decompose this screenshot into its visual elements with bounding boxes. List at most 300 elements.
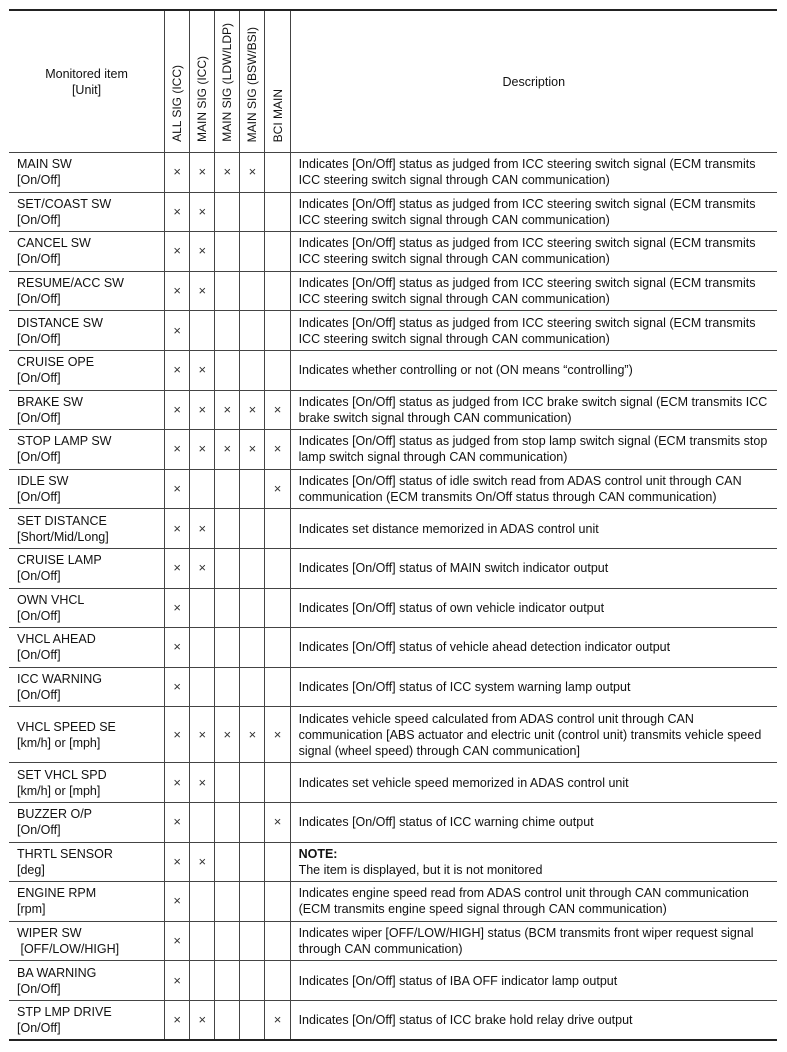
monitored-item-cell	[9, 232, 165, 272]
signal-mark-cell	[240, 588, 265, 628]
header-signal-all-sig-icc: ALL SIG (ICC)	[165, 10, 190, 153]
signal-mark-cell	[190, 802, 215, 842]
description-text: Indicates engine speed read from ADAS control unit through CAN communication (ECM transmits engine speed signal through CAN communication)	[298, 886, 749, 917]
table-row	[9, 921, 777, 961]
item-name: VHCL SPEED SE	[17, 719, 116, 734]
signal-mark-cell	[215, 350, 240, 390]
table-row	[9, 628, 777, 668]
applicable-mark: ×	[173, 726, 181, 742]
signal-mark-cell	[165, 350, 190, 390]
signal-mark-cell	[165, 469, 190, 509]
monitor-table-container	[9, 9, 777, 1041]
signal-mark-cell	[215, 763, 240, 803]
signal-mark-cell	[215, 271, 240, 311]
table-body	[9, 153, 777, 1040]
description-text: Indicates [On/Off] status as judged from ICC steering switch signal (ECM transmits ICC steering switch signal through CAN communication)	[298, 236, 756, 267]
signal-mark-cell	[165, 961, 190, 1001]
signal-mark-cell	[215, 628, 240, 668]
monitored-item-cell	[9, 271, 165, 311]
applicable-mark: ×	[198, 203, 207, 219]
item-unit: [On/Off]	[17, 1020, 61, 1035]
signal-mark-cell	[240, 628, 265, 668]
description-cell	[290, 548, 777, 588]
signal-mark-cell	[190, 667, 215, 707]
signal-mark-cell	[165, 509, 190, 549]
description-text: Indicates wiper [OFF/LOW/HIGH] status (BCM transmits front wiper request signal through CAN communication)	[298, 925, 754, 956]
signal-mark-cell	[165, 667, 190, 707]
description-text: The item is displayed, but it is not monitored	[298, 862, 543, 877]
header-item-line1: Monitored item	[45, 66, 128, 81]
item-name: RESUME/ACC SW	[17, 276, 124, 291]
table-row	[9, 430, 777, 470]
header-monitored-item	[9, 10, 165, 153]
signal-mark-cell	[265, 153, 290, 193]
table-row	[9, 961, 777, 1001]
table-row	[9, 1000, 777, 1040]
signal-mark-cell	[240, 232, 265, 272]
monitored-item-cell	[9, 1000, 165, 1040]
header-signal-main-sig-icc: MAIN SIG (ICC)	[190, 10, 215, 153]
monitored-item-cell	[9, 430, 165, 470]
description-text: Indicates [On/Off] status of IBA OFF indicator lamp output	[298, 973, 618, 988]
item-unit: [On/Off]	[17, 823, 61, 838]
item-unit: [On/Off]	[17, 688, 61, 703]
signal-mark-cell	[215, 153, 240, 193]
signal-mark-cell	[240, 192, 265, 232]
signal-mark-cell	[190, 961, 215, 1001]
item-name: MAIN SW	[17, 157, 72, 172]
monitored-item-cell	[9, 882, 165, 922]
table-row	[9, 153, 777, 193]
applicable-mark: ×	[173, 639, 181, 655]
description-text: Indicates [On/Off] status of vehicle ahead detection indicator output	[298, 640, 671, 655]
signal-mark-cell	[240, 707, 265, 763]
table-row	[9, 192, 777, 232]
applicable-mark: ×	[198, 1011, 207, 1027]
applicable-mark: ×	[173, 932, 181, 948]
applicable-mark: ×	[198, 164, 207, 180]
monitored-item-cell	[9, 961, 165, 1001]
applicable-mark: ×	[198, 362, 207, 378]
description-cell	[290, 192, 777, 232]
header-description: Description	[290, 10, 777, 153]
applicable-mark: ×	[173, 972, 181, 988]
header-signal-main-sig-bsw-bsi: MAIN SIG (BSW/BSI)	[240, 10, 265, 153]
table-row	[9, 707, 777, 763]
applicable-mark: ×	[198, 243, 207, 259]
signal-mark-cell	[215, 469, 240, 509]
description-text: Indicates [On/Off] status of ICC brake hold relay drive output	[298, 1012, 633, 1027]
applicable-mark: ×	[173, 362, 181, 378]
item-unit: [On/Off]	[17, 252, 61, 267]
signal-mark-cell	[265, 763, 290, 803]
signal-mark-cell	[240, 548, 265, 588]
applicable-mark: ×	[173, 599, 181, 615]
description-cell	[290, 763, 777, 803]
monitored-item-cell	[9, 153, 165, 193]
signal-mark-cell	[190, 588, 215, 628]
signal-mark-cell	[265, 882, 290, 922]
applicable-mark: ×	[198, 401, 207, 417]
table-row	[9, 763, 777, 803]
description-cell	[290, 961, 777, 1001]
signal-mark-cell	[240, 763, 265, 803]
header-item-line2: [Unit]	[71, 82, 102, 97]
item-unit: [OFF/LOW/HIGH]	[17, 941, 120, 956]
signal-mark-cell	[240, 921, 265, 961]
signal-mark-cell	[265, 192, 290, 232]
applicable-mark: ×	[198, 726, 207, 742]
header-signal-main-sig-ldw-ldp: MAIN SIG (LDW/LDP)	[215, 10, 240, 153]
applicable-mark: ×	[173, 481, 181, 497]
table-header-row	[9, 10, 777, 153]
table-row	[9, 350, 777, 390]
signal-mark-cell	[190, 628, 215, 668]
signal-mark-cell	[165, 802, 190, 842]
signal-mark-cell	[165, 707, 190, 763]
signal-mark-cell	[240, 469, 265, 509]
item-name: CRUISE OPE	[17, 355, 95, 370]
signal-mark-cell	[215, 588, 240, 628]
signal-mark-cell	[190, 921, 215, 961]
signal-mark-cell	[265, 509, 290, 549]
item-unit: [On/Off]	[17, 212, 61, 227]
table-row	[9, 667, 777, 707]
table-row	[9, 548, 777, 588]
signal-mark-cell	[190, 763, 215, 803]
signal-mark-cell	[265, 232, 290, 272]
signal-mark-cell	[265, 588, 290, 628]
monitored-item-cell	[9, 921, 165, 961]
signal-mark-cell	[165, 271, 190, 311]
signal-mark-cell	[215, 961, 240, 1001]
applicable-mark: ×	[173, 893, 181, 909]
applicable-mark: ×	[173, 243, 181, 259]
signal-mark-cell	[190, 882, 215, 922]
description-text: Indicates set vehicle speed memorized in ADAS control unit	[298, 775, 629, 790]
description-text: Indicates whether controlling or not (ON means “controlling”)	[298, 363, 633, 378]
applicable-mark: ×	[273, 814, 282, 830]
description-text: Indicates [On/Off] status of MAIN switch indicator output	[298, 561, 609, 576]
item-unit: [On/Off]	[17, 450, 61, 465]
description-cell	[290, 1000, 777, 1040]
description-text: Indicates [On/Off] status of idle switch read from ADAS control unit through CAN communication (ECM transmits On/Off status through CAN communication)	[298, 474, 742, 505]
applicable-mark: ×	[173, 322, 181, 338]
signal-mark-cell	[165, 390, 190, 430]
signal-mark-cell	[190, 469, 215, 509]
applicable-mark: ×	[248, 401, 257, 417]
signal-mark-cell	[240, 271, 265, 311]
signal-mark-cell	[240, 509, 265, 549]
item-name: DISTANCE SW	[17, 315, 103, 330]
signal-mark-cell	[265, 271, 290, 311]
description-text: Indicates [On/Off] status as judged from ICC steering switch signal (ECM transmits ICC steering switch signal through CAN communication)	[298, 157, 756, 188]
item-unit: [km/h] or [mph]	[17, 783, 101, 798]
item-unit: [On/Off]	[17, 648, 61, 663]
applicable-mark: ×	[223, 401, 232, 417]
applicable-mark: ×	[223, 441, 232, 457]
signal-mark-cell	[265, 311, 290, 351]
signal-mark-cell	[165, 153, 190, 193]
signal-mark-cell	[165, 548, 190, 588]
monitored-item-cell	[9, 802, 165, 842]
item-unit: [On/Off]	[17, 371, 61, 386]
signal-mark-cell	[165, 232, 190, 272]
applicable-mark: ×	[248, 726, 257, 742]
description-text: Indicates [On/Off] status as judged from ICC brake switch signal (ECM transmits ICC brake switch signal through CAN communication)	[298, 394, 768, 425]
monitored-item-cell	[9, 763, 165, 803]
monitor-item-table	[9, 9, 777, 1041]
signal-mark-cell	[165, 628, 190, 668]
monitored-item-cell	[9, 667, 165, 707]
signal-mark-cell	[215, 1000, 240, 1040]
monitored-item-cell	[9, 192, 165, 232]
applicable-mark: ×	[198, 520, 207, 536]
description-text: Indicates set distance memorized in ADAS control unit	[298, 521, 599, 536]
signal-mark-cell	[190, 271, 215, 311]
applicable-mark: ×	[273, 481, 282, 497]
signal-mark-cell	[240, 430, 265, 470]
item-unit: [On/Off]	[17, 331, 61, 346]
applicable-mark: ×	[198, 283, 207, 299]
signal-mark-cell	[240, 961, 265, 1001]
applicable-mark: ×	[173, 814, 181, 830]
signal-mark-cell	[240, 350, 265, 390]
signal-mark-cell	[265, 469, 290, 509]
signal-mark-cell	[240, 842, 265, 882]
description-cell	[290, 842, 777, 882]
table-row	[9, 842, 777, 882]
signal-mark-cell	[265, 667, 290, 707]
description-cell	[290, 509, 777, 549]
description-cell	[290, 921, 777, 961]
applicable-mark: ×	[273, 401, 282, 417]
applicable-mark: ×	[173, 164, 181, 180]
signal-mark-cell	[165, 882, 190, 922]
signal-mark-cell	[190, 311, 215, 351]
signal-mark-cell	[265, 430, 290, 470]
item-name: BRAKE SW	[17, 394, 83, 409]
applicable-mark: ×	[173, 774, 181, 790]
description-text: Indicates [On/Off] status as judged from stop lamp switch signal (ECM transmits stop lamp switch signal through CAN communication)	[298, 434, 768, 465]
monitored-item-cell	[9, 509, 165, 549]
item-name: BA WARNING	[17, 965, 97, 980]
applicable-mark: ×	[198, 853, 207, 869]
signal-mark-cell	[190, 430, 215, 470]
description-cell	[290, 153, 777, 193]
signal-mark-cell	[240, 1000, 265, 1040]
item-name: STOP LAMP SW	[17, 434, 112, 449]
signal-mark-cell	[215, 921, 240, 961]
item-unit: [On/Off]	[17, 981, 61, 996]
description-cell	[290, 628, 777, 668]
description-text: Indicates [On/Off] status of own vehicle indicator output	[298, 600, 605, 615]
description-cell	[290, 588, 777, 628]
monitored-item-cell	[9, 628, 165, 668]
item-unit: [On/Off]	[17, 173, 61, 188]
table-row	[9, 802, 777, 842]
monitored-item-cell	[9, 707, 165, 763]
signal-mark-cell	[240, 667, 265, 707]
description-cell	[290, 271, 777, 311]
signal-mark-cell	[265, 350, 290, 390]
applicable-mark: ×	[173, 560, 181, 576]
monitored-item-cell	[9, 842, 165, 882]
description-text: Indicates vehicle speed calculated from ADAS control unit through CAN communication [ABS actuator and electric unit (control unit) transmits vehicle speed signal (wheel speed) through CAN communication]	[298, 711, 762, 758]
item-unit: [On/Off]	[17, 569, 61, 584]
description-text: Indicates [On/Off] status as judged from ICC steering switch signal (ECM transmits ICC steering switch signal through CAN communication)	[298, 196, 756, 227]
description-text: Indicates [On/Off] status as judged from ICC steering switch signal (ECM transmits ICC steering switch signal through CAN communication)	[298, 315, 756, 346]
signal-mark-cell	[215, 311, 240, 351]
signal-mark-cell	[215, 390, 240, 430]
signal-mark-cell	[215, 667, 240, 707]
signal-mark-cell	[215, 802, 240, 842]
monitored-item-cell	[9, 548, 165, 588]
signal-mark-cell	[240, 802, 265, 842]
signal-mark-cell	[165, 842, 190, 882]
description-cell	[290, 430, 777, 470]
item-name: CRUISE LAMP	[17, 553, 102, 568]
description-cell	[290, 802, 777, 842]
signal-mark-cell	[190, 842, 215, 882]
applicable-mark: ×	[173, 1011, 181, 1027]
item-name: SET/COAST SW	[17, 196, 112, 211]
signal-mark-cell	[215, 842, 240, 882]
signal-mark-cell	[190, 1000, 215, 1040]
signal-mark-cell	[265, 548, 290, 588]
note-title: NOTE:	[298, 846, 338, 861]
monitored-item-cell	[9, 311, 165, 351]
monitored-item-cell	[9, 588, 165, 628]
item-unit: [km/h] or [mph]	[17, 735, 101, 750]
applicable-mark: ×	[198, 441, 207, 457]
signal-mark-cell	[190, 192, 215, 232]
item-unit: [On/Off]	[17, 410, 61, 425]
signal-mark-cell	[265, 802, 290, 842]
item-name: IDLE SW	[17, 474, 69, 489]
description-cell	[290, 311, 777, 351]
signal-mark-cell	[215, 707, 240, 763]
monitored-item-cell	[9, 469, 165, 509]
item-name: VHCL AHEAD	[17, 632, 96, 647]
signal-mark-cell	[215, 192, 240, 232]
applicable-mark: ×	[173, 441, 181, 457]
item-unit: [On/Off]	[17, 490, 61, 505]
signal-mark-cell	[265, 961, 290, 1001]
signal-mark-cell	[190, 232, 215, 272]
description-text: Indicates [On/Off] status of ICC system warning lamp output	[298, 680, 631, 695]
applicable-mark: ×	[273, 441, 282, 457]
applicable-mark: ×	[223, 726, 232, 742]
table-row	[9, 469, 777, 509]
signal-mark-cell	[215, 509, 240, 549]
monitored-item-cell	[9, 390, 165, 430]
signal-mark-cell	[265, 390, 290, 430]
applicable-mark: ×	[173, 520, 181, 536]
applicable-mark: ×	[198, 774, 207, 790]
applicable-mark: ×	[173, 283, 181, 299]
signal-mark-cell	[265, 1000, 290, 1040]
signal-mark-cell	[190, 153, 215, 193]
item-name: BUZZER O/P	[17, 807, 93, 822]
signal-mark-cell	[215, 548, 240, 588]
description-cell	[290, 390, 777, 430]
signal-mark-cell	[265, 842, 290, 882]
item-name: STP LMP DRIVE	[17, 1004, 112, 1019]
description-cell	[290, 667, 777, 707]
description-text: Indicates [On/Off] status of ICC warning chime output	[298, 815, 594, 830]
applicable-mark: ×	[173, 679, 181, 695]
monitored-item-cell	[9, 350, 165, 390]
signal-mark-cell	[165, 588, 190, 628]
signal-mark-cell	[165, 192, 190, 232]
item-unit: [rpm]	[17, 902, 46, 917]
item-unit: [Short/Mid/Long]	[17, 529, 109, 544]
signal-mark-cell	[265, 707, 290, 763]
signal-mark-cell	[165, 1000, 190, 1040]
applicable-mark: ×	[223, 164, 232, 180]
signal-mark-cell	[165, 311, 190, 351]
signal-mark-cell	[190, 548, 215, 588]
table-row	[9, 311, 777, 351]
description-cell	[290, 882, 777, 922]
table-row	[9, 509, 777, 549]
applicable-mark: ×	[273, 726, 282, 742]
applicable-mark: ×	[248, 164, 257, 180]
item-name: SET DISTANCE	[17, 513, 107, 528]
description-cell	[290, 232, 777, 272]
description-text: Indicates [On/Off] status as judged from ICC steering switch signal (ECM transmits ICC steering switch signal through CAN communication)	[298, 276, 756, 307]
signal-mark-cell	[165, 763, 190, 803]
item-name: ICC WARNING	[17, 672, 102, 687]
signal-mark-cell	[190, 390, 215, 430]
applicable-mark: ×	[173, 853, 181, 869]
signal-mark-cell	[215, 430, 240, 470]
description-cell	[290, 350, 777, 390]
table-row	[9, 882, 777, 922]
signal-mark-cell	[165, 430, 190, 470]
signal-mark-cell	[190, 707, 215, 763]
item-name: CANCEL SW	[17, 236, 91, 251]
table-row	[9, 588, 777, 628]
applicable-mark: ×	[273, 1011, 282, 1027]
applicable-mark: ×	[173, 401, 181, 417]
item-unit: [On/Off]	[17, 608, 61, 623]
table-row	[9, 271, 777, 311]
item-name: WIPER SW	[17, 925, 82, 940]
signal-mark-cell	[240, 153, 265, 193]
item-name: OWN VHCL	[17, 592, 85, 607]
item-unit: [deg]	[17, 862, 45, 877]
description-cell	[290, 469, 777, 509]
item-name: SET VHCL SPD	[17, 767, 107, 782]
item-name: THRTL SENSOR	[17, 846, 113, 861]
applicable-mark: ×	[198, 560, 207, 576]
header-signal-bci-main: BCI MAIN	[265, 10, 290, 153]
signal-mark-cell	[240, 311, 265, 351]
applicable-mark: ×	[173, 203, 181, 219]
signal-mark-cell	[240, 390, 265, 430]
applicable-mark: ×	[248, 441, 257, 457]
signal-mark-cell	[190, 509, 215, 549]
description-cell	[290, 707, 777, 763]
signal-mark-cell	[265, 628, 290, 668]
table-row	[9, 390, 777, 430]
table-row	[9, 232, 777, 272]
signal-mark-cell	[215, 232, 240, 272]
signal-mark-cell	[165, 921, 190, 961]
item-unit: [On/Off]	[17, 292, 61, 307]
